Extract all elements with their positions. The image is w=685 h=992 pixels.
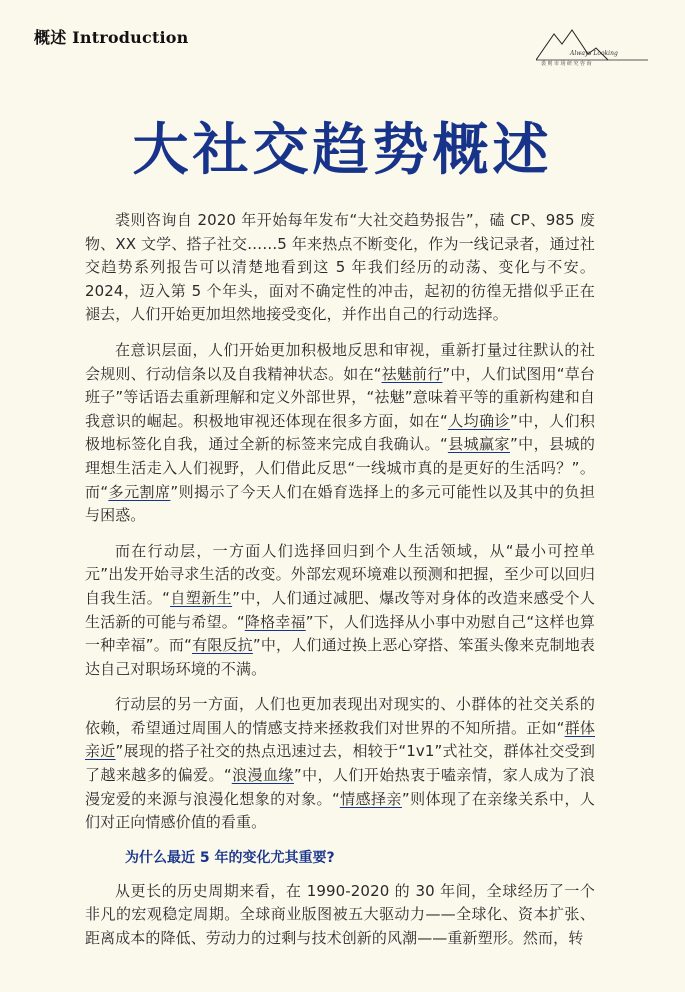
paragraph-text: ”则揭示了今天人们在婚育选择上的多元可能性以及其中的负担与困惑。 <box>85 482 595 525</box>
paragraph-text: ”中，人们试图用“草台班子”等话语去重新理解和定义外部世界，“祛魅”意味着平等的重新构建和自我意识的崛起。积极地审视还体现在很多方面，如在“ <box>85 364 595 430</box>
final-paragraph: 从更长的历史周期来看，在 1990-2020 的 30 年间，全球经历了一个非凡的宏观稳定周期。全球商业版图被五大驱动力——全球化、资本扩张、距离成本的降低、劳动力的过剩与技术创新的风潮——重新塑形。然而，转 <box>85 881 595 948</box>
highlighted-term: 多元割席 <box>108 482 171 501</box>
paragraph-text: ”中，人们积极地标签化自我，通过全新的标签来完成自我确认。“ <box>85 411 595 454</box>
body-paragraph <box>85 209 595 327</box>
paragraph-text: ”中，人们通过减肥、爆改等对身体的改造来感受个人生活新的可能与希望。“ <box>85 588 595 631</box>
logo-sub-text: 裘则市场研究咨询 <box>541 61 594 67</box>
paragraph-text: ”下，人们选择从小事中劝慰自己“这样也算一种幸福”。而“ <box>85 612 596 655</box>
highlighted-term: 浪漫血缘 <box>231 766 294 785</box>
paragraph-text: ”中，人们开始热衷于嗑亲情，家人成为了浪漫宠爱的来源与浪漫化想象的对象。“ <box>85 766 595 808</box>
highlighted-term: 县城赢家 <box>447 435 510 454</box>
highlighted-term: 情感择亲 <box>339 789 402 808</box>
section-title: 概述 Introduction <box>34 28 189 47</box>
brand-logo <box>536 26 648 70</box>
highlighted-term: 自塑新生 <box>170 588 233 607</box>
paragraph-text: ”则体现了在亲缘关系中，人们对正向情感价值的看重。 <box>85 789 595 832</box>
body-paragraph <box>85 339 595 528</box>
highlighted-term: 人均确诊 <box>447 411 510 430</box>
paragraph-text: 在意识层面，人们开始更加积极地反思和审视，重新打量过往默认的社会规则、行动信条以及自我精神状态。如在“ <box>85 340 595 383</box>
page-title: 大社交趋势概述 <box>132 117 553 183</box>
highlighted-term: 有限反抗 <box>192 636 253 655</box>
highlighted-term: 祛魅前行 <box>381 364 443 383</box>
article-body <box>85 209 595 963</box>
body-paragraph <box>85 540 595 682</box>
highlighted-term: 群体亲近 <box>85 718 595 761</box>
paragraph-text: ”中，县城的理想生活走入人们视野，人们借此反思“一线城市真的是更好的生活吗？”。而“ <box>85 435 595 501</box>
paragraph-text: ”中，人们通过换上恶心穿搭、笨蛋头像来克制地表达自己对职场环境的不满。 <box>85 636 596 678</box>
paragraph-text: 行动层的另一方面，人们也更加表现出对现实的、小群体的社交关系的依赖，希望通过周围人的情感支持来拯救我们对世界的不知所措。正如“ <box>85 695 595 737</box>
paragraph-list <box>85 209 595 835</box>
paragraph-text: ”展现的搭子社交的热点迅速过去，相较于“1v1”式社交，群体社交受到了越来越多的偏爱。“ <box>85 742 595 785</box>
highlighted-term: 降格幸福 <box>244 612 306 631</box>
paragraph-text: 裘则咨询自 2020 年开始每年发布“大社交趋势报告”，磕 CP、985 废物、XX 文学、搭子社交……5 年来热点不断变化，作为一线记录者，通过社交趋势系列报告可以清楚地看到这 5 年我们经历的动荡、变化与不安。2024，迈入第 5 个年头，面对不确定性的冲击，起初的彷徨无措似乎正在褪去，人们开始更加坦然地接受变化，并作出自己的行动选择。 <box>85 211 595 324</box>
paragraph-text: 而在行动层，一方面人们选择回归到个人生活领域，从“最小可控单元”出发开始寻求生活的改变。外部宏观环境难以预测和把握，至少可以回归自我生活。“ <box>85 541 595 607</box>
section-subheading: 为什么最近 5 年的变化尤其重要? <box>125 849 335 866</box>
body-paragraph <box>85 693 595 835</box>
logo-script-text: Always Looking <box>570 50 618 57</box>
